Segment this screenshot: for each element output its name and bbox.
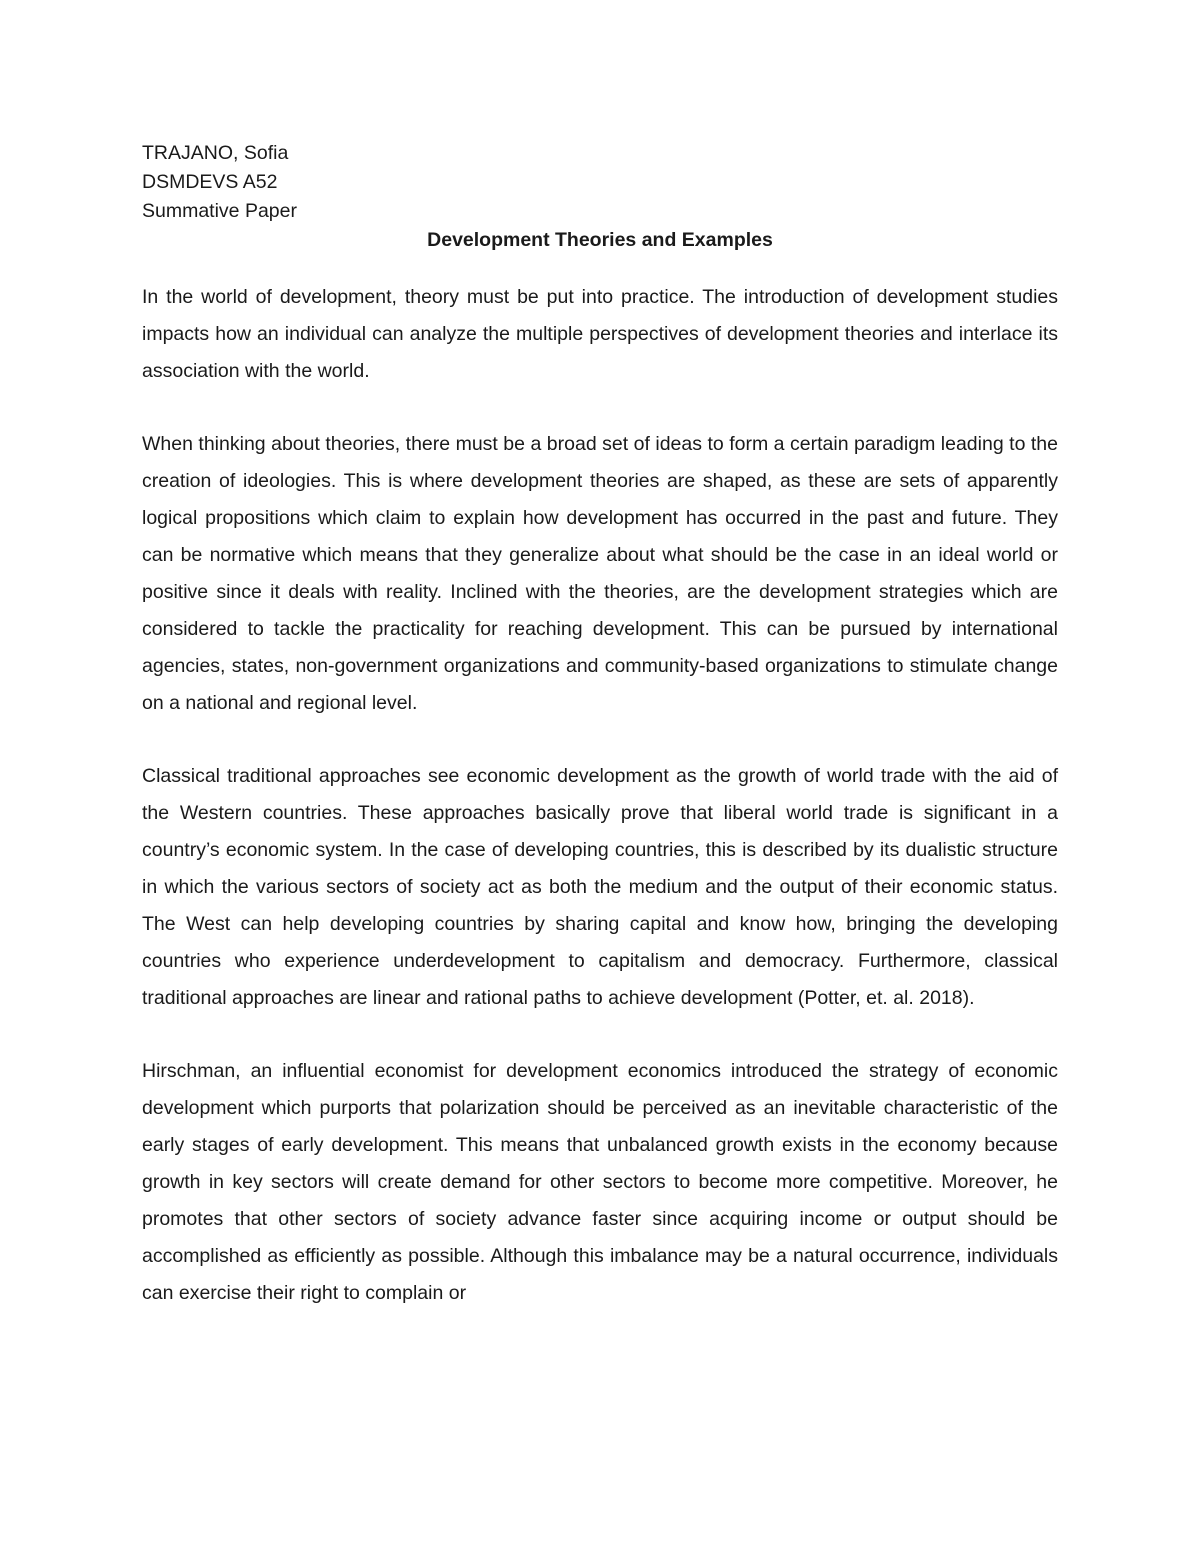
course-code: DSMDEVS A52 <box>142 171 278 193</box>
document-title: Development Theories and Examples <box>427 229 773 251</box>
document-type: Summative Paper <box>142 200 297 222</box>
paragraph-classical-approaches: Classical traditional approaches see economic development as the growth of world trade with the aid of the Western countries. These approaches basically prove that liberal world trade is significant in a country’s economic system. In the case of developing countries, this is described by its dualistic structure in which the various sectors of society act as both the medium and the output of their economic status. The West can help developing countries by sharing capital and know how, bringing the developing countries who experience underdevelopment to capitalism and democracy. Furthermore, classical traditional approaches are linear and rational paths to achieve development (Potter, et. al. 2018). <box>142 765 1058 1009</box>
author-name: TRAJANO, Sofia <box>142 142 289 164</box>
paragraph-theories: When thinking about theories, there must be a broad set of ideas to form a certain paradigm leading to the creation of ideologies. This is where development theories are shaped, as these are sets of apparently logical propositions which claim to explain how development has occurred in the past and future. They can be normative which means that they generalize about what should be the case in an ideal world or positive since it deals with reality. Inclined with the theories, are the development strategies which are considered to tackle the practicality for reaching development. This can be pursued by international agencies, states, non-government organizations and community-based organizations to stimulate change on a national and regional level. <box>142 433 1058 714</box>
paragraph-hirschman: Hirschman, an influential economist for development economics introduced the strategy of economic development which purports that polarization should be perceived as an inevitable characteristic of the early stages of early development. This means that unbalanced growth exists in the economy because growth in key sectors will create demand for other sectors to become more competitive. Moreover, he promotes that other sectors of society advance faster since acquiring income or output should be accomplished as efficiently as possible. Although this imbalance may be a natural occurrence, individuals can exercise their right to complain or <box>142 1060 1058 1304</box>
paragraph-intro: In the world of development, theory must be put into practice. The introduction of development studies impacts how an individual can analyze the multiple perspectives of development theories and interlace its association with the world. <box>142 286 1058 382</box>
